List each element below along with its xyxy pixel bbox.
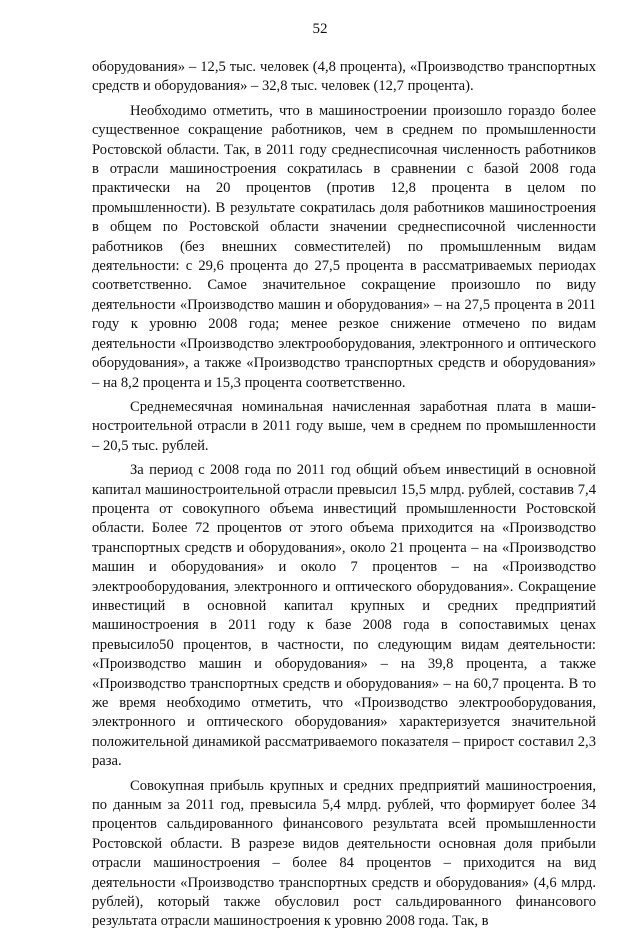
paragraph-investments: За период с 2008 года по 2011 год общий объем инвестиций в основной капитал машиностроительной отрасли превысил 15,5 млрд. рублей, составив 7,4 процента от совокупного объема инвестиций промышленности Ростовской области. Более 72 процентов от этого объема приходится на «Производство транспортных средств и оборудования», около 21 процента – на «Производство машин и оборудования» и около 7 процентов – на «Производство электрооборудования, электронного и оптического оборудования». Сокращение инвестиций в основной капитал крупных и средних предприятий машиностроения в 2011 году к базе 2008 года в сопоставимых ценах превысило50 процентов, в частности, по следующим видам деятельности: «Производство машин и оборудования» – на 39,8 процента, а также «Производство транспортных средств и оборудования» – на 60,7 процента. В то же время необходимо отметить, что «Производство электрооборудования, электронного и оптического оборудования» характеризуется значительной положительной динамикой рассматриваемого показателя – прирост составил 2,3 раза. (92, 462, 596, 770)
body-text (92, 58, 596, 937)
page-number: 52 (312, 21, 328, 37)
paragraph-profit: Совокупная прибыль крупных и средних предприятий машиностроения, по данным за 2011 год, превысила 5,4 млрд. рублей, что формирует более 34 процентов сальдированного финансового результата всей промышленности Ростовской области. В разрезе видов деятельности основная доля прибыли отрасли машиностроения – более 84 процентов – приходится на вид деятельности «Производство транспортных средств и оборудования» (4,6 млрд. рублей), который также обусловил рост сальдированного финансового результата отрасли машиностроения к уровню 2008 года. Так, в (92, 777, 596, 930)
paragraph-continuation: оборудования» – 12,5 тыс. человек (4,8 процента), «Производство транспортных средств и оборудования» – 32,8 тыс. человек (12,7 процента). (92, 59, 596, 95)
paragraph-average-wage: Среднемесячная номинальная начисленная заработная плата в машиностроительной отрасли в 2011 году выше, чем в среднем по промышленности – 20,5 тыс. рублей. (92, 398, 596, 454)
paragraph-workforce-reduction: Необходимо отметить, что в машиностроении произошло гораздо более существенное сокращение работников, чем в среднем по промышленности Ростовской области. Так, в 2011 году среднесписочная численность работников в отрасли машиностроения сократилась в сравнении с базой 2008 года практически на 20 процентов (против 12,8 процента в целом по промышленности). В результате сократилась доля работников машиностроения в общем по Ростовской области значении среднесписочной численности работников (без внешних совместителей) по промышленным видам деятельности: с 29,6 процента до 27,5 процента в рассматриваемых периодах соответственно. Самое значительное сокращение произошло по виду деятельности «Производство машин и оборудования» – на 27,5 процента в 2011 году к уровню 2008 года; менее резкое снижение отмечено по видам деятельности «Производство электрооборудования, электронного и оптического оборудования», а также «Производство транспортных средств и оборудования» – на 8,2 процента и 15,3 процента соответственно. (92, 102, 596, 391)
